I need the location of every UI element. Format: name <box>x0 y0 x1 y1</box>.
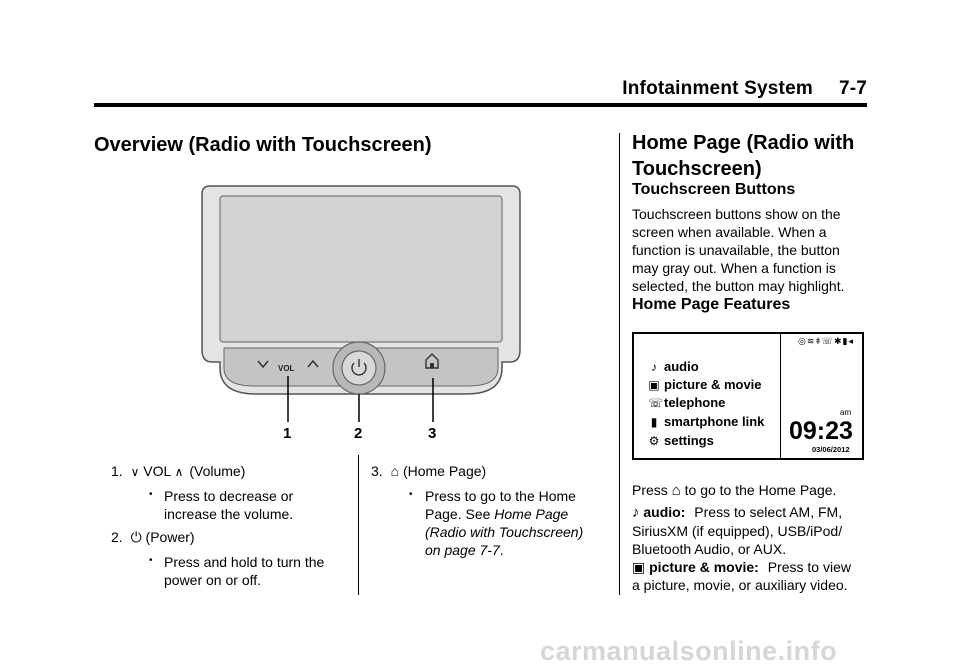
picture-movie-description: ▣ picture & movie: Press to view a picture, movie, or auxiliary video. <box>632 559 851 593</box>
callout-2: 2 <box>354 425 363 442</box>
column-divider <box>619 133 620 595</box>
press-home-text: Press ⌂ to go to the Home Page. <box>632 482 837 499</box>
item-1: 1. ∨ VOL ∧ (Volume) <box>111 463 246 479</box>
running-header <box>622 78 867 100</box>
wifi-icon: ≋ <box>806 336 816 346</box>
power-icon: ⏻ <box>130 529 142 545</box>
item-3: 3. ⌂ (Home Page) <box>371 463 487 479</box>
screen-item-smartphone[interactable]: ▮ smartphone link <box>648 414 764 429</box>
smartphone-icon: ▮ <box>650 414 658 429</box>
item-2: 2. ⏻ (Power) <box>111 529 195 545</box>
clock-date: 03/06/2012 <box>812 445 850 454</box>
clock-time: 09:23 <box>789 417 853 445</box>
bullet-icon: • <box>149 489 153 500</box>
picture-icon: ▣ <box>632 559 646 575</box>
chevron-up-icon: ∧ <box>174 465 184 479</box>
home-page-heading: Home Page (Radio with Touchscreen) <box>632 132 855 180</box>
home-icon: ⌂ <box>671 482 681 499</box>
item-3-text: Press to go to the Home Page. See Home Page (Radio with Touchscreen) on page 7-7. <box>425 488 584 558</box>
screen-item-audio[interactable]: ♪ audio <box>648 359 699 374</box>
bullet-icon: • <box>149 555 153 566</box>
status-icons <box>798 336 854 347</box>
gear-icon: ⚙ <box>648 433 660 448</box>
column-divider <box>358 455 359 595</box>
radio-screen <box>220 196 502 342</box>
screen-item-telephone[interactable]: ☏ telephone <box>648 395 726 410</box>
note-icon: ♪ <box>651 359 657 374</box>
header-rule <box>94 103 867 107</box>
note-icon: ♪ <box>632 504 640 521</box>
item-2-text: Press and hold to turn the power on or off. <box>164 554 325 588</box>
picture-icon: ▣ <box>648 377 660 392</box>
item-1-text: Press to decrease or increase the volume. <box>164 488 294 522</box>
radio-illustration <box>196 182 526 442</box>
antenna-icon: ǂ <box>815 336 822 346</box>
phone-icon: ☏ <box>821 336 834 346</box>
overview-heading: Overview (Radio with Touchscreen) <box>94 134 432 156</box>
chevron-down-icon: ∨ <box>130 465 140 479</box>
cross-reference-link[interactable]: Home Page <box>494 506 569 522</box>
phone-icon: ☏ <box>648 395 664 410</box>
screen-item-settings[interactable]: ⚙ settings <box>648 433 714 448</box>
callout-3: 3 <box>428 425 437 442</box>
page-number: 7-7 <box>838 78 867 99</box>
audio-description: ♪ audio: Press to select AM, FM, SiriusXM (if equipped), USB/iPod/ Bluetooth Audio, or AUX. <box>632 504 843 557</box>
screen-divider <box>780 334 781 458</box>
navigation-icon: ◎ <box>798 336 807 346</box>
callout-1: 1 <box>283 425 292 442</box>
vol-label: VOL <box>278 364 295 373</box>
bullet-icon: • <box>409 489 413 500</box>
home-icon: ⌂ <box>390 463 400 479</box>
touchscreen-buttons-heading: Touchscreen Buttons <box>632 181 796 198</box>
home-page-features-heading: Home Page Features <box>632 296 791 313</box>
watermark: carmanualsonline.info <box>540 636 838 666</box>
section-title: Infotainment System <box>622 78 813 99</box>
bluetooth-icon: ✱ <box>833 336 843 346</box>
touchscreen-buttons-text: Touchscreen buttons show on the screen when available. When a function is unavailable, the button may gray out. When a function is selected, the button may highlight. <box>632 206 845 294</box>
clock-ampm: am <box>840 408 852 417</box>
screen-item-picture[interactable]: ▣ picture & movie <box>648 377 762 392</box>
battery-icon: ▮ <box>842 336 849 346</box>
volume-icon: ◂ <box>848 336 854 346</box>
